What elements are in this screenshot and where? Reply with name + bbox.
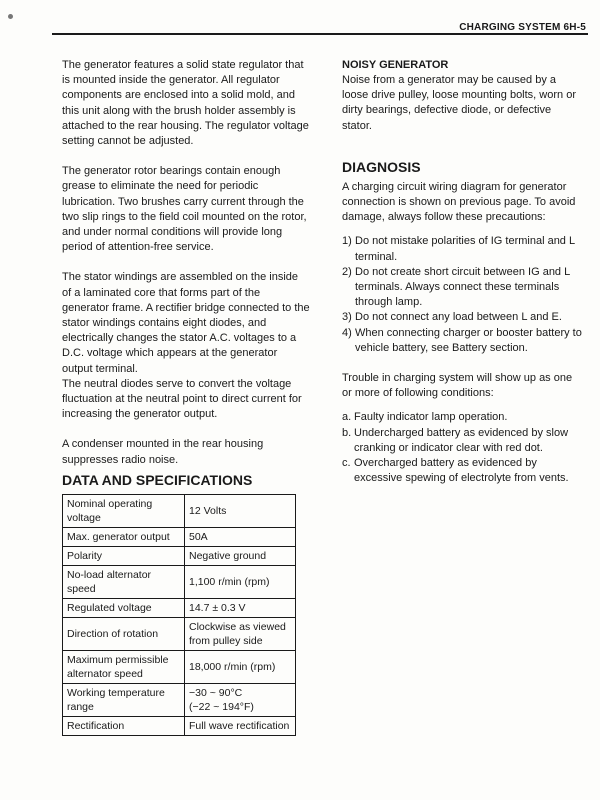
list-item: a. Faulty indicator lamp operation. xyxy=(342,411,508,424)
list-item: 1) Do not mistake polarities of IG terminal and L terminal. xyxy=(342,235,575,263)
list-item: 3) Do not connect any load between L and E. xyxy=(342,311,562,324)
condenser-paragraph: A condenser mounted in the rear housing suppresses radio noise. xyxy=(62,438,264,466)
left-column xyxy=(62,58,310,468)
noisy-generator-text: Noise from a generator may be caused by a loose drive pulley, loose mounting bolts, worn or dirty bearings, defective diode, or defective stator. xyxy=(342,74,576,132)
table-row: Working temperature range −30 ~ 90°C (−22 ~ 194°F) xyxy=(63,684,296,717)
precautions-list xyxy=(342,234,582,356)
neutral-diodes-paragraph: The neutral diodes serve to convert the voltage fluctuation at the neutral point to direct current for increasing the generator output. xyxy=(62,377,302,421)
table-row: Direction of rotation Clockwise as viewed from pulley side xyxy=(63,618,296,651)
page-header-title: CHARGING SYSTEM 6H-5 xyxy=(459,22,586,33)
table-row: Nominal operating voltage 12 Volts xyxy=(63,495,296,528)
rotor-bearings-paragraph: The generator rotor bearings contain enough grease to eliminate the need for periodic lubrication. Two brushes carry current through the two slip rings to the field coil mounted on the rotor, and under normal conditions will provide long period of attention-free service. xyxy=(62,165,307,254)
list-item: c. Overcharged battery as evidenced by excessive spewing of electrolyte from vents. xyxy=(342,457,569,485)
table-row: Regulated voltage 14.7 ± 0.3 V xyxy=(63,599,296,618)
trouble-text: Trouble in charging system will show up as one or more of following conditions: xyxy=(342,372,573,400)
header-rule xyxy=(52,33,588,35)
diagnosis-text: A charging circuit wiring diagram for generator connection is shown on previous page. To avoid damage, always follow these precautions: xyxy=(342,180,576,224)
list-item: 2) Do not create short circuit between IG and L terminals. Always connect these terminals through lamp. xyxy=(342,265,570,309)
noisy-generator-heading: NOISY GENERATOR xyxy=(342,59,449,71)
specs-table xyxy=(62,494,296,736)
table-row: Rectification Full wave rectification xyxy=(63,717,296,736)
list-item: b. Undercharged battery as evidenced by slow cranking or indicator clear with red dot. xyxy=(342,426,569,454)
scan-dot-mark xyxy=(8,14,13,19)
table-row: No-load alternator speed 1,100 r/min (rpm) xyxy=(63,566,296,599)
diagnosis-heading: DIAGNOSIS xyxy=(342,158,421,175)
table-row: Maximum permissible alternator speed 18,000 r/min (rpm) xyxy=(63,651,296,684)
table-row: Polarity Negative ground xyxy=(63,547,296,566)
table-row: Max. generator output 50A xyxy=(63,528,296,547)
regulator-paragraph: The generator features a solid state regulator that is mounted inside the generator. All regulator components are enclosed into a solid mold, and this unit along with the brush holder assembly is attached to the rear housing. The regulator voltage setting cannot be adjusted. xyxy=(62,59,309,148)
specs-heading: DATA AND SPECIFICATIONS xyxy=(62,472,253,488)
list-item: 4) When connecting charger or booster battery to vehicle battery, see Battery section. xyxy=(342,326,582,354)
right-column xyxy=(342,58,582,486)
conditions-list xyxy=(342,410,582,486)
stator-windings-paragraph: The stator windings are assembled on the inside of a laminated core that forms part of the generator frame. A rectifier bridge connected to the stator windings contains eight diodes, and electrically changes the stator A.C. voltages to a D.C. voltage which appears at the generator output terminal. xyxy=(62,271,310,375)
